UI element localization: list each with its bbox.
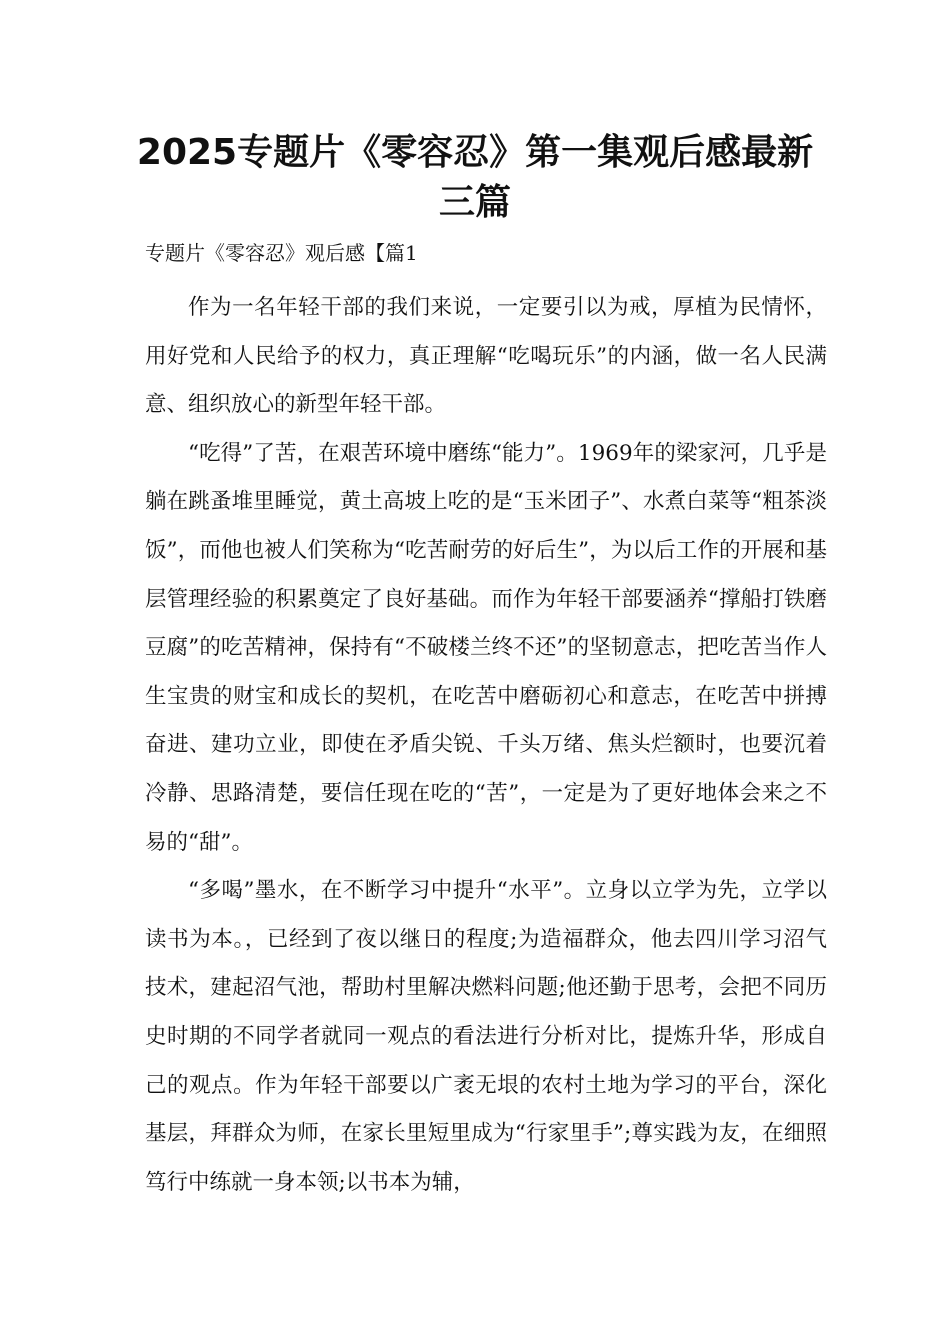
paragraph: “多喝”墨水，在不断学习中提升“水平”。立身以立学为先，立学以读书为本。，已经到了夜以继日的程度;为造福群众，他去四川学习沼气技术，建起沼气池，帮助村里解决燃料问题;他还勤于思考，会把不同历史时期的不同学者就同一观点的看法进行分析对比，提炼升华，形成自己的观点。作为年轻干部要以广袤无垠的农村土地为学习的平台，深化基层，拜群众为师，在家长里短里成为“行家里手”;尊实践为友，在细照笃行中练就一身本领;以书本为辅， (145, 878, 827, 1195)
paragraph: “吃得”了苦，在艰苦环境中磨练“能力”。1969年的梁家河，几乎是躺在跳蚤堆里睡觉，黄土高坡上吃的是“玉米团子”、水煮白菜等“粗茶淡饭”，而他也被人们笑称为“吃苦耐劳的好后生”，为以后工作的开展和基层管理经验的积累奠定了良好基础。而作为年轻干部要涵养“撑船打铁磨豆腐”的吃苦精神，保持有“不破楼兰终不还”的坚韧意志，把吃苦当作人生宝贵的财宝和成长的契机，在吃苦中磨砺初心和意志，在吃苦中拼搏奋进、建功立业，即使在矛盾尖锐、千头万绪、焦头烂额时，也要沉着冷静、思路清楚，要信任现在吃的“苦”，一定是为了更好地体会来之不易的“甜”。 (145, 440, 827, 855)
document-title: 2025专题片《零容忍》第一集观后感最新三篇 (136, 132, 814, 223)
document-body (145, 284, 827, 1207)
paragraph: 作为一名年轻干部的我们来说，一定要引以为戒，厚植为民情怀，用好党和人民给予的权力，真正理解“吃喝玩乐”的内涵，做一名人民满意、组织放心的新型年轻干部。 (145, 295, 827, 418)
section-heading: 专题片《零容忍》观后感【篇1 (145, 241, 418, 265)
